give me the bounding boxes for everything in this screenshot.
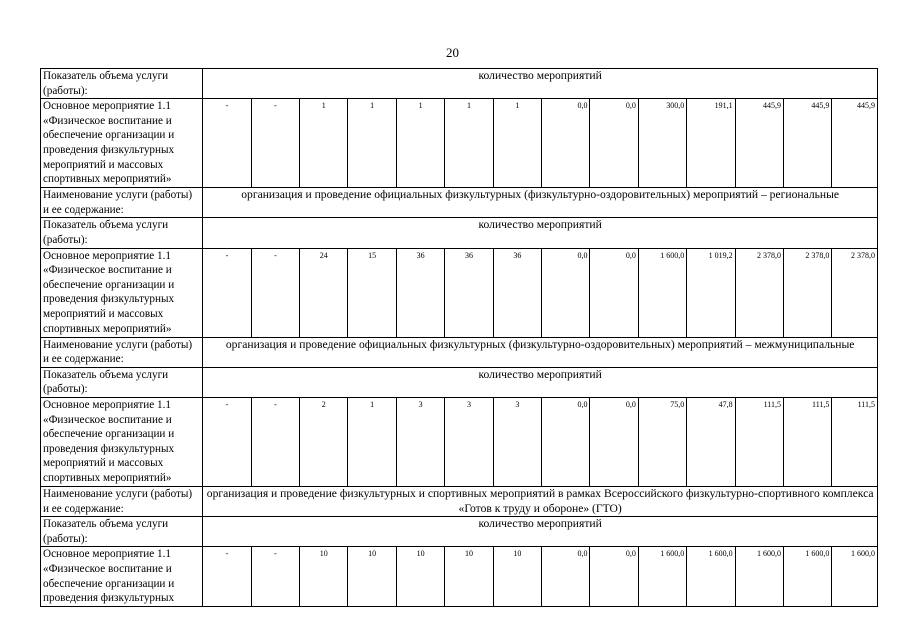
value-cell: 36 (445, 248, 493, 337)
activity-row (41, 248, 878, 337)
service-label: Наименование услуги (работы) и ее содержание: (41, 337, 203, 367)
indicator-value: количество мероприятий (203, 367, 878, 397)
value-cell: 2 (300, 397, 348, 486)
value-cell: 445,9 (784, 99, 832, 188)
value-cell: 1 (348, 397, 396, 486)
value-cell: 2 378,0 (832, 248, 878, 337)
value-cell: 0,0 (542, 397, 590, 486)
value-cell: 3 (493, 397, 541, 486)
indicator-label: Показатель объема услуги (работы): (41, 218, 203, 248)
value-cell: 1 (445, 99, 493, 188)
value-cell: 111,5 (832, 397, 878, 486)
value-cell: - (203, 248, 251, 337)
value-cell: 24 (300, 248, 348, 337)
value-cell: 47,8 (687, 397, 735, 486)
indicator-value: количество мероприятий (203, 69, 878, 99)
value-cell: - (251, 99, 299, 188)
indicator-label: Показатель объема услуги (работы): (41, 517, 203, 547)
value-cell: 0,0 (542, 99, 590, 188)
activity-row (41, 547, 878, 606)
indicator-label: Показатель объема услуги (работы): (41, 367, 203, 397)
value-cell: 10 (445, 547, 493, 606)
value-cell: 1 (493, 99, 541, 188)
indicator-row (41, 367, 878, 397)
value-cell: 1 600,0 (638, 248, 686, 337)
activity-label: Основное мероприятие 1.1 «Физическое воспитание и обеспечение организации и проведения физкультурных мероприятий и массовых спортивных мероприятий» (41, 99, 203, 188)
indicator-row (41, 218, 878, 248)
value-cell: 36 (396, 248, 444, 337)
value-cell: - (251, 248, 299, 337)
value-cell: 1 (348, 99, 396, 188)
value-cell: 1 600,0 (832, 547, 878, 606)
value-cell: 10 (348, 547, 396, 606)
service-row (41, 337, 878, 367)
activity-label: Основное мероприятие 1.1 «Физическое воспитание и обеспечение организации и проведения физкультурных (41, 547, 203, 606)
value-cell: - (203, 547, 251, 606)
activity-row (41, 397, 878, 486)
value-cell: 3 (396, 397, 444, 486)
indicator-label: Показатель объема услуги (работы): (41, 69, 203, 99)
value-cell: 1 600,0 (687, 547, 735, 606)
value-cell: 1 019,2 (687, 248, 735, 337)
service-label: Наименование услуги (работы) и ее содержание: (41, 188, 203, 218)
value-cell: 445,9 (735, 99, 783, 188)
indicator-row (41, 517, 878, 547)
value-cell: 1 (300, 99, 348, 188)
value-cell: 75,0 (638, 397, 686, 486)
indicator-value: количество мероприятий (203, 218, 878, 248)
value-cell: 445,9 (832, 99, 878, 188)
value-cell: 0,0 (590, 99, 638, 188)
activity-label: Основное мероприятие 1.1 «Физическое воспитание и обеспечение организации и проведения физкультурных мероприятий и массовых спортивных мероприятий» (41, 397, 203, 486)
value-cell: 1 (396, 99, 444, 188)
page-number: 20 (446, 45, 459, 60)
service-label: Наименование услуги (работы) и ее содержание: (41, 486, 203, 516)
service-row (41, 486, 878, 516)
value-cell: 36 (493, 248, 541, 337)
value-cell: 10 (396, 547, 444, 606)
value-cell: 0,0 (590, 397, 638, 486)
value-cell: 111,5 (735, 397, 783, 486)
value-cell: 191,1 (687, 99, 735, 188)
value-cell: 111,5 (784, 397, 832, 486)
indicator-value: количество мероприятий (203, 517, 878, 547)
value-cell: 15 (348, 248, 396, 337)
value-cell: 10 (493, 547, 541, 606)
value-cell: 1 600,0 (735, 547, 783, 606)
value-cell: 3 (445, 397, 493, 486)
value-cell: 0,0 (542, 547, 590, 606)
activity-label: Основное мероприятие 1.1 «Физическое воспитание и обеспечение организации и проведения физкультурных мероприятий и массовых спортивных мероприятий» (41, 248, 203, 337)
value-cell: - (251, 397, 299, 486)
value-cell: 10 (300, 547, 348, 606)
service-name: организация и проведение официальных физкультурных (физкультурно-оздоровительных) мероприятий – межмуниципальные (203, 337, 878, 367)
value-cell: 300,0 (638, 99, 686, 188)
value-cell: 0,0 (590, 547, 638, 606)
value-cell: - (203, 99, 251, 188)
value-cell: 2 378,0 (784, 248, 832, 337)
value-cell: 1 600,0 (784, 547, 832, 606)
value-cell: 0,0 (542, 248, 590, 337)
activity-row (41, 99, 878, 188)
services-table (40, 68, 878, 607)
service-name: организация и проведение физкультурных и спортивных мероприятий в рамках Всероссийского физкультурно-спортивного комплекса «Готов к труду и обороне» (ГТО) (203, 486, 878, 516)
indicator-row (41, 69, 878, 99)
service-row (41, 188, 878, 218)
value-cell: - (203, 397, 251, 486)
value-cell: 0,0 (590, 248, 638, 337)
service-name: организация и проведение официальных физкультурных (физкультурно-оздоровительных) мероприятий – региональные (203, 188, 878, 218)
value-cell: - (251, 547, 299, 606)
value-cell: 2 378,0 (735, 248, 783, 337)
value-cell: 1 600,0 (638, 547, 686, 606)
